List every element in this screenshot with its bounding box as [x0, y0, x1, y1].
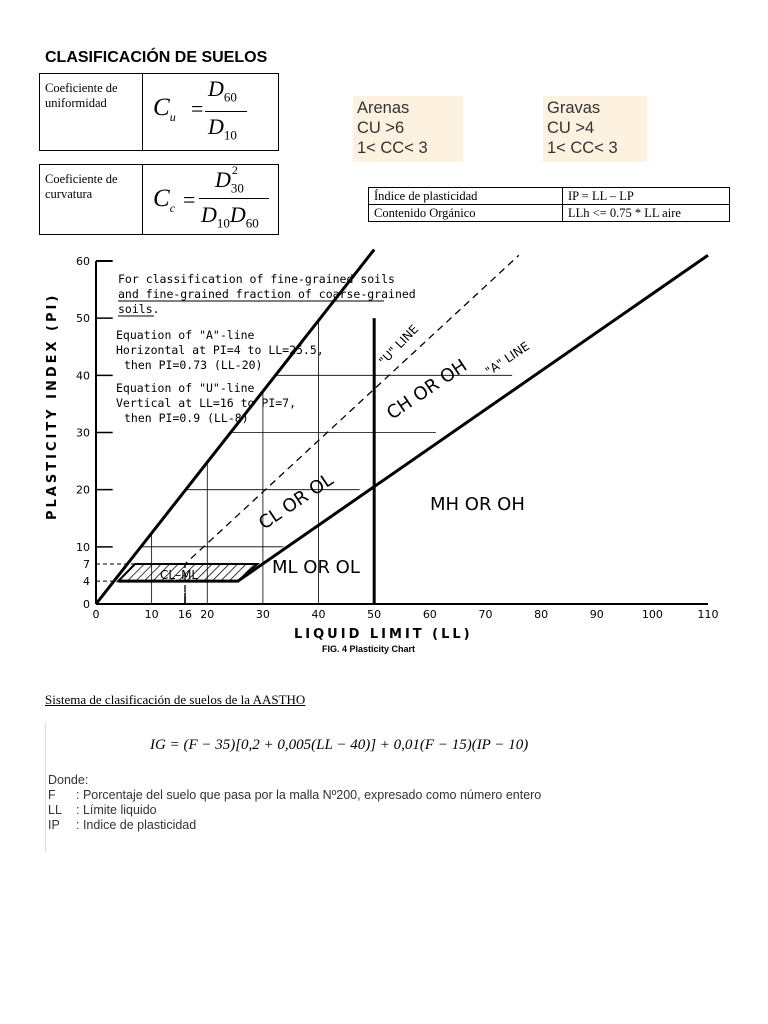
- plasticity-table: [368, 187, 730, 222]
- x-tick-label: 20: [200, 608, 215, 621]
- uniformity-label: Coeficiente de uniformidad: [40, 74, 143, 150]
- note-line: then PI=0.9 (LL-8): [124, 411, 249, 425]
- x-tick-label: 70: [478, 608, 493, 621]
- definition-symbol: LL: [48, 803, 62, 817]
- x-tick-label: 60: [422, 608, 437, 621]
- aastho-heading: Sistema de clasificación de suelos de la AASTHO: [45, 692, 306, 707]
- x-tick-label: 90: [589, 608, 604, 621]
- y-tick-label: 20: [76, 483, 90, 497]
- y-tick-label: 30: [76, 426, 90, 440]
- table-row: [369, 205, 730, 222]
- zone-ch-oh: CH OR OH: [383, 355, 472, 425]
- y-tick-label: 40: [76, 369, 90, 383]
- donde-label: Donde:: [48, 773, 89, 787]
- definition-row: [48, 803, 541, 818]
- definition-text: : Porcentaje del suelo que pasa por la malla Nº200, expresado como número entero: [76, 788, 542, 802]
- x-tick-label: 50: [367, 608, 382, 621]
- curvature-coefficient-box: [39, 164, 279, 235]
- definition-row: [48, 818, 541, 833]
- x-tick-label: 16: [178, 608, 193, 621]
- zone-cl-ol: CL OR OL: [255, 469, 338, 535]
- y-tick-label: 4: [83, 575, 90, 589]
- u-line-label: "U" LINE: [376, 322, 422, 369]
- note-line: then PI=0.73 (LL-20): [124, 358, 263, 372]
- y-tick-label: 7: [83, 557, 90, 571]
- note-line: Equation of "U"-line: [116, 381, 255, 395]
- x-tick-label: 30: [255, 608, 270, 621]
- y-tick-label: 10: [76, 540, 90, 554]
- table-cell: IP = LL – LP: [563, 188, 730, 205]
- x-tick-label: 80: [534, 608, 549, 621]
- chart-lines: [96, 250, 708, 604]
- a-line-label: "A" LINE: [482, 338, 533, 379]
- chart-title: FIG. 4 Plasticity Chart: [322, 644, 416, 654]
- note-line: Horizontal at PI=4 to LL=25.5,: [116, 343, 324, 357]
- table-cell: LLh <= 0.75 * LL aire: [563, 205, 730, 222]
- definition-row: [48, 788, 541, 803]
- note-line: Vertical at LL=16 to PI=7,: [116, 396, 297, 410]
- series-line: [185, 255, 519, 604]
- table-cell: Contenido Orgánico: [369, 205, 563, 222]
- uniformity-coefficient-box: [39, 73, 279, 151]
- note-line: soils.: [118, 302, 160, 316]
- gravas-note: Gravas CU >4 1< CC< 3: [543, 96, 647, 162]
- table-row: [369, 188, 730, 205]
- chart-grid: [96, 261, 708, 604]
- note-line: and fine-grained fraction of coarse-grained: [118, 287, 416, 301]
- definition-symbol: IP: [48, 818, 60, 832]
- x-tick-label: 0: [92, 608, 100, 621]
- divider: [45, 722, 46, 852]
- y-tick-label: 50: [76, 312, 90, 326]
- table-cell: Índice de plasticidad: [369, 188, 563, 205]
- x-tick-label: 110: [697, 608, 719, 621]
- definition-text: : Límite liquido: [76, 803, 157, 817]
- page-title: CLASIFICACIÓN DE SUELOS: [45, 49, 268, 66]
- y-axis-label: PLASTICITY INDEX (PI): [45, 292, 60, 520]
- zone-mh-oh: MH OR OH: [430, 494, 525, 515]
- definition-symbol: F: [48, 788, 56, 802]
- curvature-formula: $C_c$ = D 2 $_{30}$ $D_{10}D_{60}$: [143, 165, 278, 234]
- zone-ml-ol: ML OR OL: [272, 557, 360, 578]
- chart-notes: [116, 272, 416, 425]
- ig-formula: IG = (F − 35)[0,2 + 0,005(LL − 40)] + 0,01(F − 15)(IP − 10): [150, 737, 529, 753]
- definition-text: : Indice de plasticidad: [76, 818, 197, 832]
- x-tick-label: 10: [144, 608, 159, 621]
- x-tick-label: 40: [311, 608, 326, 621]
- y-tick-label: 60: [76, 255, 90, 268]
- curvature-label: Coeficiente de curvatura: [40, 165, 143, 234]
- zone-cl-ml: CL–ML: [160, 568, 199, 582]
- arenas-note: Arenas CU >6 1< CC< 3: [353, 96, 463, 162]
- uniformity-formula: $C_u$ = $D_{60}$ $D_{10}$: [143, 74, 278, 150]
- x-axis-label: LIQUID LIMIT (LL): [294, 627, 473, 642]
- definitions: [48, 773, 541, 833]
- x-tick-label: 100: [641, 608, 663, 621]
- y-tick-label: 0: [83, 598, 90, 611]
- note-line: For classification of fine-grained soils: [118, 272, 395, 286]
- plasticity-chart: [44, 248, 724, 658]
- note-line: Equation of "A"-line: [116, 328, 255, 342]
